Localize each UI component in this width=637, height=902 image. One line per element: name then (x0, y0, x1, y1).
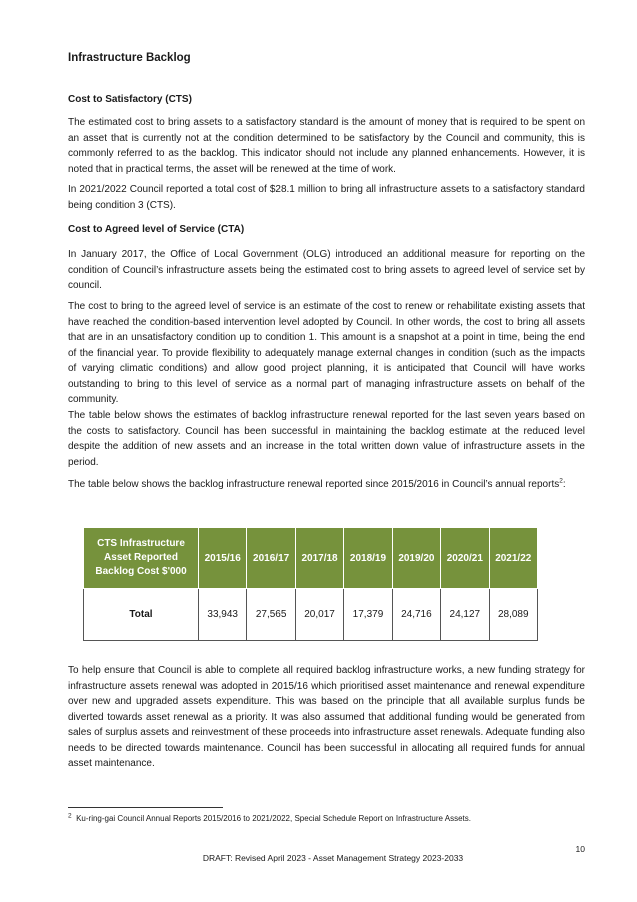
table-header-year: 2017/18 (295, 528, 343, 589)
table-cell: 17,379 (344, 589, 392, 641)
cta-paragraph-1: In January 2017, the Office of Local Government (OLG) introduced an additional measure for reporting on the condition of Council’s infrastructure assets being the estimated cost to bring assets to agreed level of service set by council. (68, 249, 585, 291)
cta-heading: Cost to Agreed level of Service (CTA) (68, 224, 245, 235)
table-cell: 33,943 (199, 589, 247, 641)
table-row (84, 589, 538, 641)
footnote-divider (68, 807, 223, 808)
table-header-year: 2018/19 (344, 528, 392, 589)
cta-paragraph-4-text: The table below shows the backlog infrastructure renewal reported since 2015/2016 in Council’s annual reports (68, 479, 560, 490)
table-cell: 20,017 (295, 589, 343, 641)
table-header-row (84, 528, 538, 589)
cta-paragraph-2: The cost to bring to the agreed level of service is an estimate of the cost to renew or rehabilitate existing assets that have reached the condition-based intervention level adopted by Council. In other words, the cost to bring all assets that are in an unsatisfactory condition up to condition 1. This amount is a snapshot at a point in time, being the end of the financial year. To provide flexibility to adequately manage external changes in condition (such as the impacts of varying climatic conditions) and allow good project planning, it is anticipated that Council will have works outstanding to bring to this level of service as a normal part of managing infrastructure assets on behalf of the community. (68, 301, 585, 405)
footnote (68, 814, 471, 823)
footnote-number: 2 (68, 812, 72, 820)
cts-heading: Cost to Satisfactory (CTS) (68, 94, 192, 105)
table-header-year: 2015/16 (199, 528, 247, 589)
table-cell: 28,089 (489, 589, 537, 641)
cta-paragraph-3: The table below shows the estimates of backlog infrastructure renewal reported for the last seven years based on the costs to satisfactory. Council has been successful in maintaining the backlog estimate at the reduced level despite the addition of new assets and an increase in the total written down value of infrastructure assets in the period. (68, 410, 585, 468)
table-cell: 27,565 (247, 589, 295, 641)
cts-paragraph-1: The estimated cost to bring assets to a satisfactory standard is the amount of money that is required to be spent on an asset that is currently not at the condition determined to be satisfactory by the Council and community, this is commonly referred to as the backlog. This indicator should not include any planned enhancements. However, it is noted that in practical terms, the asset will be renewed at the time of work. (68, 117, 585, 175)
footnote-text: Ku-ring-gai Council Annual Reports 2015/2016 to 2021/2022, Special Schedule Report on Infrastructure Assets. (76, 814, 471, 823)
table-header-year: 2016/17 (247, 528, 295, 589)
table-header-label: CTS Infrastructure Asset Reported Backlog Cost $'000 (84, 528, 199, 589)
table-header-year: 2021/22 (489, 528, 537, 589)
cts-paragraph-2: In 2021/2022 Council reported a total cost of $28.1 million to bring all infrastructure assets to a satisfactory standard being condition 3 (CTS). (68, 184, 585, 211)
footnote-ref: 2 (559, 477, 563, 485)
section-heading: Infrastructure Backlog (68, 52, 191, 64)
table-header-year: 2019/20 (392, 528, 440, 589)
cta-paragraph-4 (68, 477, 585, 493)
table-cell: 24,127 (441, 589, 489, 641)
backlog-table (83, 527, 538, 641)
table-row-label: Total (84, 589, 199, 641)
table-cell: 24,716 (392, 589, 440, 641)
cta-paragraph-4-end: : (562, 479, 566, 490)
table-header-year: 2020/21 (441, 528, 489, 589)
footer-text: DRAFT: Revised April 2023 - Asset Management Strategy 2023-2033 (202, 853, 464, 863)
funding-paragraph: To help ensure that Council is able to complete all required backlog infrastructure works, a new funding strategy for infrastructure assets renewal was adopted in 2015/16 which prioritised asset maintenance and renewal expenditure over new and upgraded assets expenditure. This was based on the principle that all available surplus funds be diverted towards asset renewal as a priority. It was also assumed that additional funding would be generated from sales of surplus assets and reinvestment of these proceeds into infrastructure asset renewals. Adequate funding also needs to be directed towards maintenance. Council has been successful in allocating all required funds for annual asset maintenance. (68, 665, 585, 769)
page-number: 10 (575, 844, 585, 854)
